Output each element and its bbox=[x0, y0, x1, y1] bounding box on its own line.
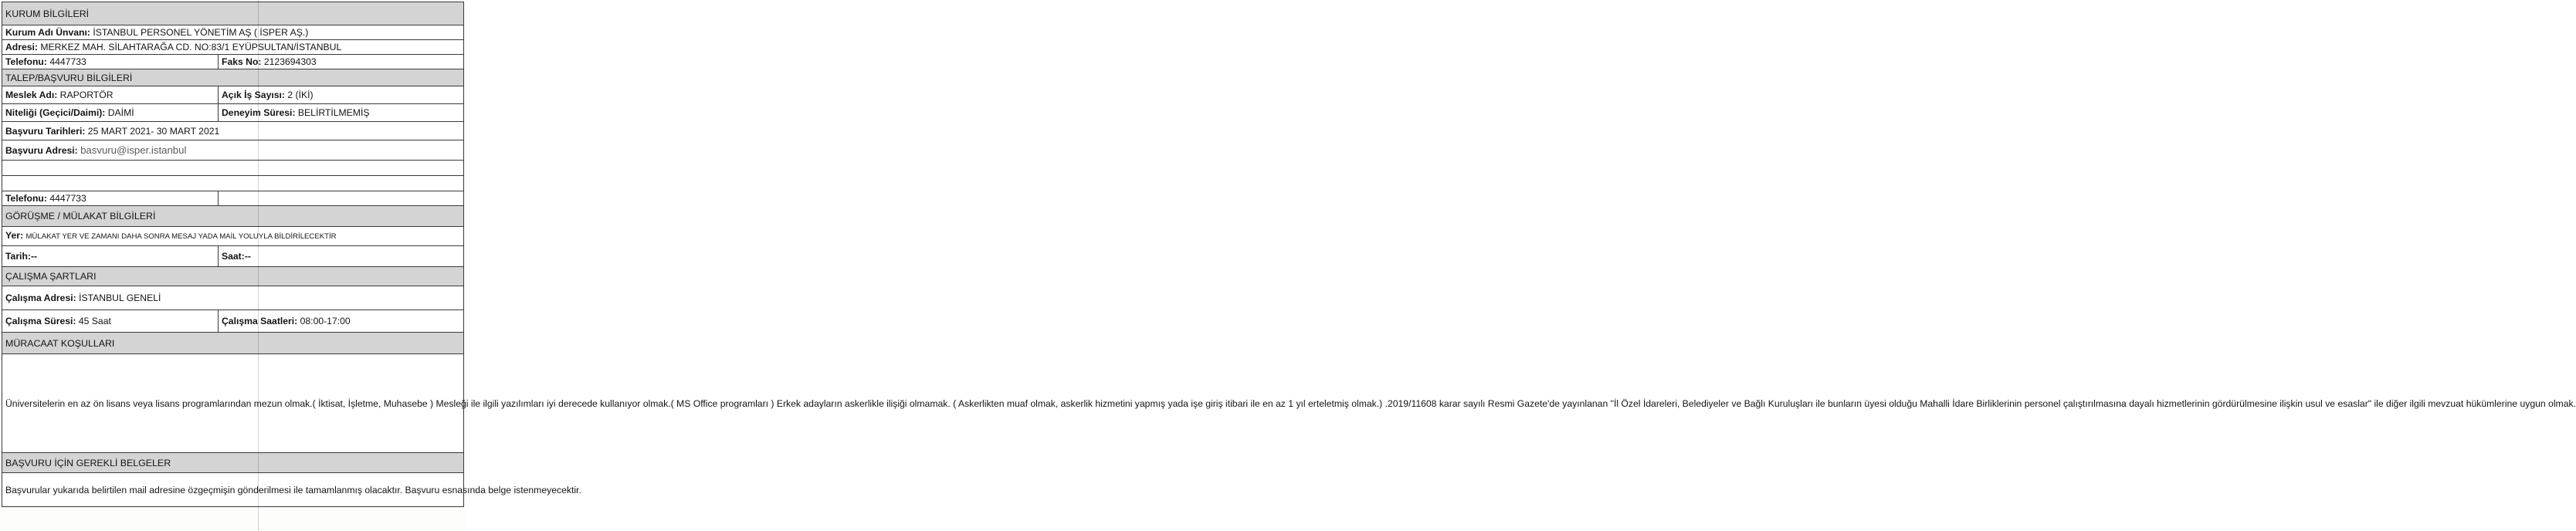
meslek-adi-value: RAPORTÖR bbox=[59, 90, 114, 100]
basvuru-email-link[interactable]: basvuru@isper.istanbul bbox=[80, 144, 187, 156]
row-muracaat-text bbox=[2, 354, 464, 453]
kurum-adi-value: İSTANBUL PERSONEL YÖNETİM AŞ ( İSPER AŞ.) bbox=[93, 27, 309, 38]
section-title-kurum: KURUM BİLGİLERİ bbox=[5, 8, 90, 19]
row-talep-telefon bbox=[2, 191, 464, 206]
application-form-table bbox=[2, 2, 2576, 507]
section-row-gorusme bbox=[2, 206, 464, 227]
meslek-adi-label: Meslek Adı: bbox=[5, 90, 58, 100]
mulakat-tarih-value: -- bbox=[30, 251, 38, 262]
kurum-telefon-value: 4447733 bbox=[49, 56, 86, 67]
mulakat-yer-label: Yer: bbox=[5, 230, 24, 241]
row-meslek-acik bbox=[2, 86, 464, 104]
section-row-calisma bbox=[2, 267, 464, 286]
basvuru-adresi-label: Başvuru Adresi: bbox=[5, 144, 78, 156]
row-empty-1 bbox=[2, 161, 464, 176]
mulakat-saat-value: -- bbox=[244, 251, 251, 262]
niteligi-label: Niteliği (Geçici/Daimi): bbox=[5, 107, 106, 118]
calisma-saatleri-label: Çalışma Saatleri: bbox=[222, 316, 298, 326]
mulakat-saat-label: Saat: bbox=[222, 251, 245, 262]
calisma-suresi-value: 45 Saat bbox=[78, 316, 111, 326]
kurum-adres-value: MERKEZ MAH. SİLAHTARAĞA CD. NO:83/1 EYÜPSULTAN/İSTANBUL bbox=[40, 42, 342, 52]
kurum-adres-label: Adresi: bbox=[5, 42, 38, 52]
row-mulakat-yer bbox=[2, 227, 464, 246]
talep-telefon-label: Telefonu: bbox=[5, 193, 47, 204]
kurum-telefon-label: Telefonu: bbox=[5, 56, 47, 67]
talep-telefon-value: 4447733 bbox=[49, 193, 86, 204]
row-niteligi-deneyim bbox=[2, 104, 464, 122]
row-kurum-adres bbox=[2, 40, 464, 55]
calisma-adresi-label: Çalışma Adresi: bbox=[5, 293, 76, 303]
acik-is-sayisi-label: Açık İş Sayısı: bbox=[222, 90, 285, 100]
calisma-suresi-label: Çalışma Süresi: bbox=[5, 316, 76, 326]
calisma-saatleri-value: 08:00-17:00 bbox=[300, 316, 351, 326]
section-title-talep: TALEP/BAŞVURU BİLGİLERİ bbox=[5, 72, 133, 83]
section-row-belgeler bbox=[2, 453, 464, 473]
basvuru-tarihleri-value: 25 MART 2021- 30 MART 2021 bbox=[87, 125, 220, 137]
row-tarih-saat bbox=[2, 246, 464, 267]
deneyim-suresi-label: Deneyim Süresi: bbox=[222, 107, 296, 118]
basvuru-tarihleri-label: Başvuru Tarihleri: bbox=[5, 125, 86, 137]
row-basvuru-adresi bbox=[2, 140, 464, 161]
acik-is-sayisi-value: 2 (İKİ) bbox=[287, 90, 314, 100]
section-row-muracaat bbox=[2, 333, 464, 354]
gerekli-belgeler-text: Başvurular yukarıda belirtilen mail adresine özgeçmişin gönderilmesi ile tamamlanmış olacaktır. Başvuru esnasında belge istenmeyecektir. bbox=[2, 473, 464, 507]
row-kurum-telefon-faks bbox=[2, 55, 464, 69]
section-title-gorusme: GÖRÜŞME / MÜLAKAT BİLGİLERİ bbox=[5, 211, 156, 222]
row-calisma-sure-saat bbox=[2, 310, 464, 333]
section-row-talep bbox=[2, 69, 464, 86]
kurum-faks-label: Faks No: bbox=[222, 56, 262, 67]
row-basvuru-tarihleri bbox=[2, 122, 464, 140]
mulakat-yer-value: MÜLAKAT YER VE ZAMANI DAHA SONRA MESAJ YADA MAİL YOLUYLA BİLDİRİLECEKTİR bbox=[25, 232, 337, 241]
section-title-belgeler: BAŞVURU İÇİN GEREKLİ BELGELER bbox=[5, 457, 171, 468]
section-row-kurum bbox=[2, 2, 464, 25]
calisma-adresi-value: İSTANBUL GENELİ bbox=[79, 293, 161, 303]
muracaat-kosullari-text: Üniversitelerin en az ön lisans veya lisans programlarından mezun olmak.( İktisat, İşletme, Muhasebe ) Mesleği ile ilgili yazılımları iyi derecede kullanıyor olmak.( MS Office programları ) Erkek adayların askerlikle ilişiği olmamak. ( Askerlikten muaf olmak, askerlik hizmetini yapmış yada işe giriş itibari ile en az 1 yıl erteletmiş olmak.) .2019/11608 karar sayılı Resmi Gazete'de yayınlanan "İl Özel İdareleri, Belediyeler ve Bağlı Kuruluşları ile bunların üyesi olduğu Mahalli İdare Birliklerinin personel çalıştırılmasına dayalı hizmetlerinin gördürülmesine ilişkin usul ve esaslar" ile diğer ilgili mevzuat hükümlerine uygun olmak. bbox=[2, 354, 464, 453]
mulakat-tarih-label: Tarih: bbox=[5, 251, 31, 262]
row-belgeler-text bbox=[2, 473, 464, 507]
row-kurum-adi bbox=[2, 25, 464, 40]
deneyim-suresi-value: BELİRTİLMEMİŞ bbox=[297, 107, 370, 118]
kurum-adi-label: Kurum Adı Ünvanı: bbox=[5, 27, 90, 38]
row-empty-2 bbox=[2, 176, 464, 191]
row-calisma-adresi bbox=[2, 286, 464, 310]
section-title-muracaat: MÜRACAAT KOŞULLARI bbox=[5, 337, 115, 349]
niteligi-value: DAİMİ bbox=[107, 107, 134, 118]
kurum-faks-value: 2123694303 bbox=[263, 56, 317, 67]
scan-fold-line bbox=[258, 0, 259, 531]
section-title-calisma: ÇALIŞMA ŞARTLARI bbox=[5, 271, 97, 282]
